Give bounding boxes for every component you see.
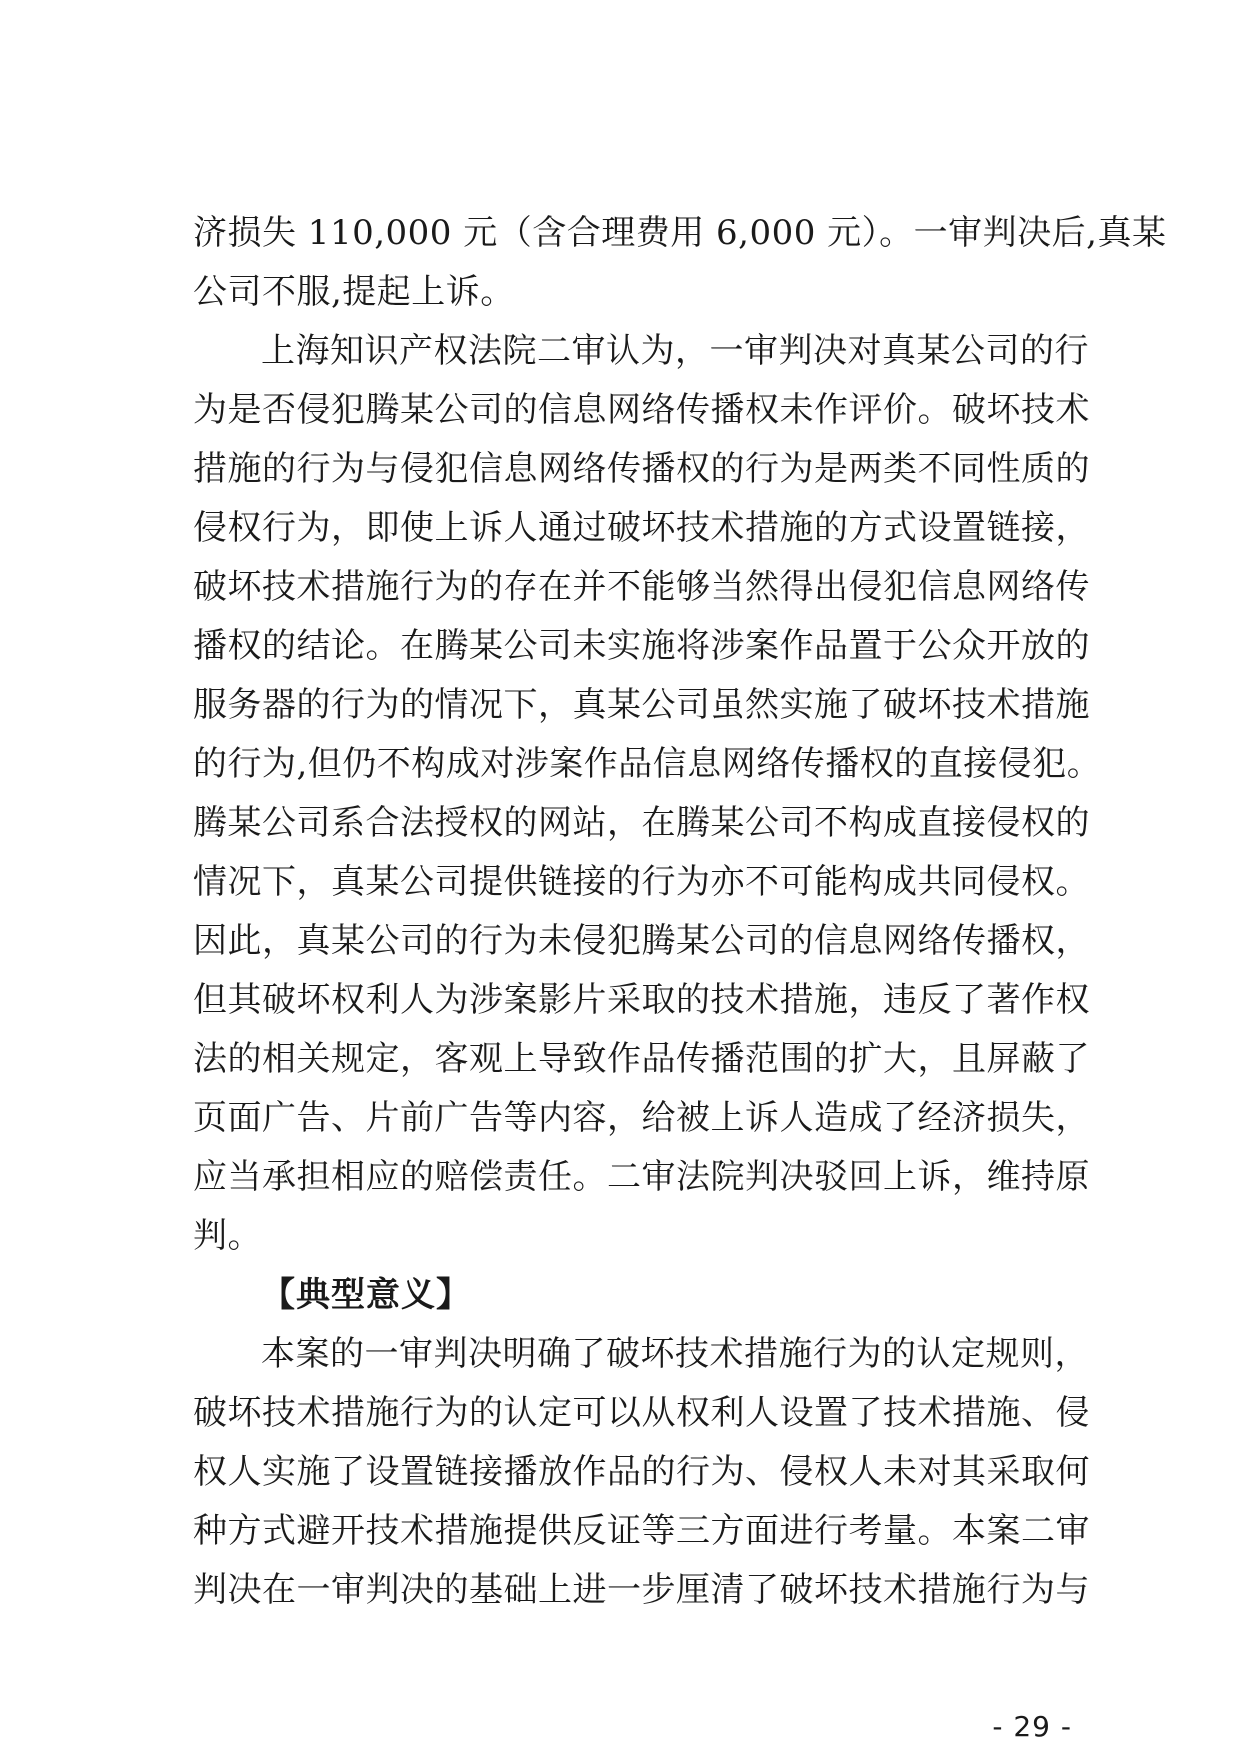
paragraph-2-line-14: 页面广告、片前广告等内容，给被上诉人造成了经济损失， bbox=[193, 1098, 1090, 1138]
paragraph-1-line-1: 济损失 110,000 元（含合理费用 6,000 元）。一审判决后,真某 bbox=[193, 213, 1167, 253]
paragraph-2-line-1: 上海知识产权法院二审认为，一审判决对真某公司的行 bbox=[261, 331, 1089, 371]
paragraph-2-line-11: 因此，真某公司的行为未侵犯腾某公司的信息网络传播权， bbox=[193, 921, 1090, 961]
paragraph-3-line-3: 权人实施了设置链接播放作品的行为、侵权人未对其采取何 bbox=[193, 1452, 1090, 1492]
paragraph-3-line-5: 判决在一审判决的基础上进一步厘清了破坏技术措施行为与 bbox=[193, 1570, 1090, 1610]
page-number: - 29 - bbox=[992, 1710, 1072, 1743]
paragraph-2-line-12: 但其破坏权利人为涉案影片采取的技术措施，违反了著作权 bbox=[193, 980, 1090, 1020]
paragraph-3-line-4: 种方式避开技术措施提供反证等三方面进行考量。本案二审 bbox=[193, 1511, 1090, 1551]
paragraph-2-line-7: 服务器的行为的情况下，真某公司虽然实施了破坏技术措施 bbox=[193, 685, 1090, 725]
paragraph-2-line-9: 腾某公司系合法授权的网站，在腾某公司不构成直接侵权的 bbox=[193, 803, 1090, 843]
paragraph-2-line-13: 法的相关规定，客观上导致作品传播范围的扩大，且屏蔽了 bbox=[193, 1039, 1090, 1079]
paragraph-2-line-6: 播权的结论。在腾某公司未实施将涉案作品置于公众开放的 bbox=[193, 626, 1090, 666]
paragraph-2-line-2: 为是否侵犯腾某公司的信息网络传播权未作评价。破坏技术 bbox=[193, 390, 1090, 430]
paragraph-2-line-16: 判。 bbox=[193, 1216, 262, 1256]
paragraph-2-line-15: 应当承担相应的赔偿责任。二审法院判决驳回上诉，维持原 bbox=[193, 1157, 1090, 1197]
paragraph-2-line-5: 破坏技术措施行为的存在并不能够当然得出侵犯信息网络传 bbox=[193, 567, 1090, 607]
paragraph-2-line-4: 侵权行为，即使上诉人通过破坏技术措施的方式设置链接， bbox=[193, 508, 1090, 548]
section-heading: 【典型意义】 bbox=[261, 1275, 471, 1315]
paragraph-1-line-2: 公司不服,提起上诉。 bbox=[193, 272, 515, 312]
body-text bbox=[193, 204, 1167, 1620]
paragraph-2-line-8: 的行为,但仍不构成对涉案作品信息网络传播权的直接侵犯。 bbox=[193, 744, 1102, 784]
paragraph-2-line-3: 措施的行为与侵犯信息网络传播权的行为是两类不同性质的 bbox=[193, 449, 1090, 489]
paragraph-3-line-1: 本案的一审判决明确了破坏技术措施行为的认定规则， bbox=[261, 1334, 1089, 1374]
paragraph-3-line-2: 破坏技术措施行为的认定可以从权利人设置了技术措施、侵 bbox=[193, 1393, 1090, 1433]
paragraph-2-line-10: 情况下，真某公司提供链接的行为亦不可能构成共同侵权。 bbox=[193, 862, 1090, 902]
